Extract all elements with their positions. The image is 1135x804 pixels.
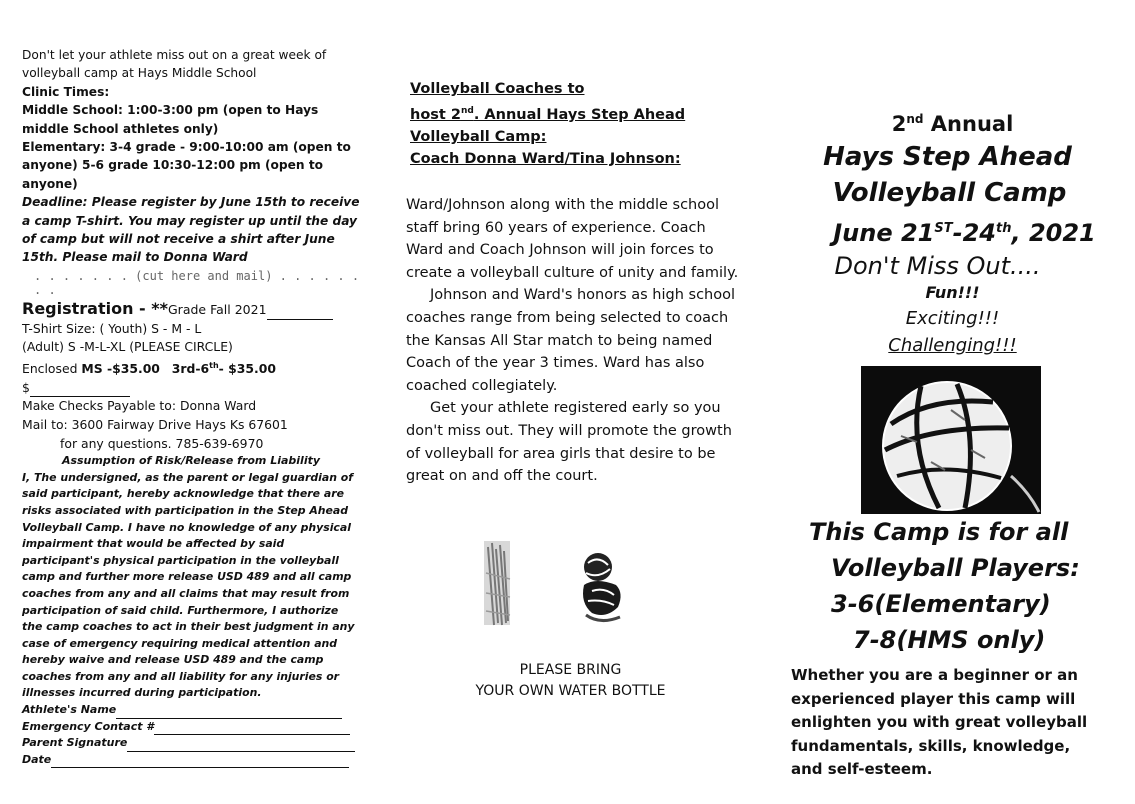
- coaches-heading-4: Coach Donna Ward/Tina Johnson:: [410, 150, 681, 167]
- waiver-text: I, The undersigned, as the parent or legal guardian of said participant, hereby acknowledge that there are risks associated with participation in the Step Ahead Volleyball Camp. I have no knowledge of any physical impairment that would be affected by said participant's physical participation in the volleyball camp and further more release USD 489 and all camp coaches from any and all claims that may result from participation of said child. Furthermore, I authorize the camp coaches to act in their best judgment in any case of emergency requiring medical attention and hereby waive and release USD 489 and the camp coaches from any and all liability for any injuries or illnesses incurred during participation.: [22, 470, 355, 700]
- coaches-paragraph-3: Get your athlete registered early so you don't miss out. They will promote the growth of volleyball for area girls that desire to be great on and off the court.: [406, 400, 732, 485]
- volleyball-clipart: [478, 533, 658, 633]
- cut-line: . . . . . . . (cut here and mail) . . . . . . . .: [34, 268, 360, 297]
- challenging-text: Challenging!!!: [888, 335, 1017, 356]
- fun-text: Fun!!!: [925, 283, 980, 302]
- signature-lines: [22, 702, 360, 768]
- dollar-sign: $: [22, 379, 30, 395]
- signature-emergency: Emergency Contact #: [22, 719, 360, 736]
- coaches-panel: [398, 0, 743, 804]
- amount-blank[interactable]: [30, 384, 130, 397]
- annual-heading: 2nd Annual: [891, 112, 1014, 136]
- elementary-times: Elementary: 3-4 grade - 9:00-10:00 am (open to anyone) 5-6 grade 10:30-12:00 pm (open to anyone): [22, 140, 351, 191]
- registration-title: Registration - **: [22, 298, 168, 318]
- deadline-text: Deadline: Please register by June 15th to receive a camp T-shirt. You may register up until the day of camp but will not receive a shirt after June 15th. Please mail to Donna Ward: [22, 195, 360, 265]
- athlete-name-blank[interactable]: [116, 707, 342, 719]
- date-blank[interactable]: [51, 756, 349, 768]
- tshirt-youth: T-Shirt Size: ( Youth) S - M - L: [22, 320, 202, 336]
- camp-dates: June 21ST-24th, 2021: [833, 219, 1096, 247]
- bring-line-1: PLEASE BRING: [519, 662, 622, 678]
- tshirt-adult: (Adult) S -M-L-XL (PLEASE CIRCLE): [22, 339, 233, 355]
- enclosed-ms-fee: MS -$35.00: [81, 361, 160, 377]
- cover-panel: [785, 0, 1120, 804]
- coaches-heading-2: host 2nd. Annual Hays Step Ahead: [410, 106, 686, 123]
- exciting-text: Exciting!!!: [905, 308, 1000, 329]
- volleyball-photo: [861, 366, 1041, 514]
- camp-for-all-1: This Camp is for all: [809, 518, 1069, 546]
- intro-text: Don't let your athlete miss out on a great week of volleyball camp at Hays Middle School: [22, 48, 327, 81]
- coaches-paragraph-1: Ward/Johnson along with the middle school staff bring 60 years of experience. Coach Ward and Coach Johnson will join forces to create a volleyball culture of unity and family.: [406, 197, 739, 281]
- camp-title-2: Volleyball Camp: [832, 178, 1067, 208]
- registration-panel: [12, 0, 360, 804]
- enclosed-line: [22, 357, 360, 379]
- mail-address: Mail to: 3600 Fairway Drive Hays Ks 67601: [22, 416, 288, 432]
- grade-label: Grade Fall 2021: [168, 301, 267, 317]
- assumption-title: Assumption of Risk/Release from Liability: [61, 454, 321, 468]
- signature-athlete: Athlete's Name: [22, 702, 360, 719]
- camp-for-all-2: Volleyball Players:: [831, 554, 1080, 582]
- parent-signature-blank[interactable]: [127, 740, 355, 752]
- camp-title-1: Hays Step Ahead: [823, 142, 1072, 172]
- coaches-paragraph-2: Johnson and Ward's honors as high school coaches range from being selected to coach the Kansas All Star match to being named Coach of the year 3 times. Ward has also coached collegiately.: [406, 287, 736, 394]
- sketch-figure-icon: [484, 541, 510, 625]
- signature-parent: Parent Signature: [22, 735, 360, 752]
- amount-line: [22, 379, 360, 398]
- middle-school-times: Middle School: 1:00-3:00 pm (open to Hays middle School athletes only): [22, 103, 319, 136]
- volleyball-player-icon: [583, 553, 621, 621]
- enclosed-elem-fee: 3rd-6th- $35.00: [171, 361, 276, 377]
- camp-grades-elementary: 3-6(Elementary): [831, 590, 1051, 618]
- coaches-heading-1: Volleyball Coaches to: [410, 81, 585, 97]
- coaches-heading-3: Volleyball Camp:: [410, 128, 547, 145]
- clinic-times-title: Clinic Times:: [22, 84, 110, 99]
- signature-date: Date: [22, 752, 360, 769]
- volleyball-images: [478, 533, 658, 633]
- dont-miss-out: Don't Miss Out....: [834, 252, 1041, 280]
- enclosed-label: Enclosed: [22, 361, 82, 377]
- closing-text: Whether you are a beginner or an experienced player this camp will enlighten you with great volleyball fundamentals, skills, knowledge, and self-esteem.: [791, 666, 1088, 778]
- questions-phone: for any questions. 785-639-6970: [60, 435, 264, 451]
- checks-payable: Make Checks Payable to: Donna Ward: [22, 398, 257, 414]
- camp-grades-hms: 7-8(HMS only): [853, 626, 1046, 654]
- volleyball-icon: [861, 366, 1041, 514]
- bring-line-2: YOUR OWN WATER BOTTLE: [475, 683, 666, 699]
- grade-blank[interactable]: [267, 306, 333, 320]
- water-bottle-note: [398, 660, 743, 702]
- emergency-contact-blank[interactable]: [154, 723, 350, 735]
- registration-heading: [22, 299, 360, 320]
